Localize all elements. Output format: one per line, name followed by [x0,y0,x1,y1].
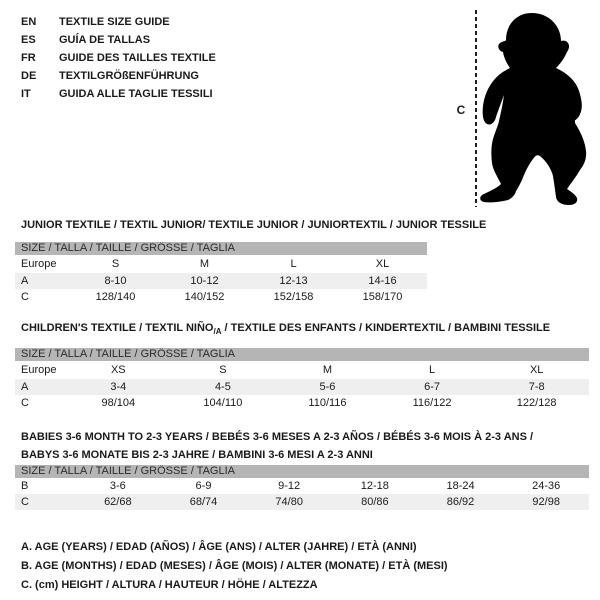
lang-label: GUIDE DES TAILLES TEXTILE [59,52,216,64]
size-value: 3-4 [110,381,127,393]
section-childrens-textile [15,319,589,411]
section-title [21,319,589,338]
size-value: 18-24 [446,480,475,492]
section-title-line [21,216,486,234]
legend-line-b: B. AGE (MONTHS) / EDAD (MESES) / ÂGE (MOIS) / ALTER (MONATE) / ETÀ (MESI) [21,560,448,572]
row-label: Europe [21,364,57,376]
size-value: 74/80 [275,496,303,508]
size-value: 122/128 [516,397,557,409]
row-label: C [21,496,29,508]
size-value: 116/122 [412,397,452,409]
lang-row-de [21,67,216,85]
size-value: 8-10 [104,275,127,287]
row-label: A [21,381,29,393]
legend-line-c: C. (cm) HEIGHT / ALTURA / HAUTEUR / HÖHE / ALTEZZA [21,579,318,591]
size-table-babies [15,465,589,510]
size-value: M [199,258,210,270]
size-value: 98/104 [101,397,136,409]
size-table-children [15,348,589,411]
size-value: 3-6 [109,480,126,492]
size-value: 6-7 [424,381,441,393]
row-label: C [21,397,29,409]
size-row-europe [15,255,427,273]
size-value: 158/170 [362,291,403,303]
size-value: 6-9 [195,480,212,492]
lang-code: FR [21,52,36,64]
size-value: 12-18 [360,480,389,492]
size-value: S [219,364,227,376]
size-value: L [290,258,297,270]
size-table-header: SIZE / TALLA / TAILLE / GRÖSSE / TAGLIA [15,465,589,478]
section-title-line [21,428,589,446]
size-value: 10-12 [190,275,219,287]
size-value: 14-16 [368,275,397,287]
section-title [21,216,486,234]
section-title-line [21,319,589,338]
size-value: L [429,364,436,376]
size-value: M [322,364,333,376]
lang-code: IT [21,88,31,100]
size-value: 24-36 [532,480,561,492]
lang-label: TEXTILE SIZE GUIDE [59,16,170,28]
size-value: 86/92 [446,496,475,508]
height-measure-label: C [456,103,466,117]
size-row-c [15,289,427,305]
row-label: Europe [21,258,57,270]
row-label: B [21,480,29,492]
section-babies-textile [15,428,589,510]
size-value: XL [375,258,390,270]
lang-label: GUIDA ALLE TAGLIE TESSILI [59,88,213,100]
lang-row-es [21,31,216,49]
toddler-silhouette-icon [470,0,600,210]
size-row-c [15,395,589,411]
lang-label: GUÍA DE TALLAS [59,34,151,46]
section-title-text: / TEXTILE DES ENFANTS / KINDERTEXTIL / BAMBINI TESSILE [221,322,551,334]
size-value: 152/158 [273,291,314,303]
lang-code: EN [21,16,37,28]
size-value: 128/140 [95,291,136,303]
size-value: 62/68 [104,496,132,508]
size-value: XS [110,364,126,376]
size-value: S [111,258,120,270]
size-value: 5-6 [319,381,336,393]
size-row-a [15,273,427,289]
lang-row-it [21,85,216,103]
size-value: 110/116 [308,397,347,409]
row-label: C [21,291,29,303]
section-title-text: CHILDREN'S TEXTILE / TEXTIL NIÑO [21,322,214,334]
size-table-header: SIZE / TALLA / TAILLE / GRÖSSE / TAGLIA [15,242,427,255]
lang-code: DE [21,70,37,82]
legend [21,538,448,595]
size-value: 12-13 [279,275,308,287]
size-value: 68/74 [189,496,218,508]
size-value: 80/86 [361,496,389,508]
size-table-header: SIZE / TALLA / TAILLE / GRÖSSE / TAGLIA [15,348,589,361]
section-junior-textile [15,216,486,305]
legend-line-a: A. AGE (YEARS) / EDAD (AÑOS) / ÂGE (ANS) / ALTER (JAHRE) / ETÀ (ANNI) [21,541,417,553]
height-figure [450,0,600,212]
lang-label: TEXTILGRÖßENFÜHRUNG [59,70,199,82]
section-title-text: BABYS 3-6 MONATE BIS 2-3 JAHRE / BAMBINI 3-6 MESI A 2-3 ANNI [21,449,373,461]
size-value: 92/98 [532,496,560,508]
language-list [21,13,216,103]
size-value: 104/110 [203,397,243,409]
section-title [21,428,589,464]
size-value: 9-12 [278,480,301,492]
size-row-b [15,478,589,494]
section-title-text: JUNIOR TEXTILE / TEXTIL JUNIOR/ TEXTILE JUNIOR / JUNIORTEXTIL / JUNIOR TESSILE [21,219,487,231]
size-value: 4-5 [214,381,231,393]
row-label: A [21,275,29,287]
size-row-a [15,379,589,395]
section-title-text: BABIES 3-6 MONTH TO 2-3 YEARS / BEBÉS 3-6 MESES A 2-3 AÑOS / BÉBÉS 3-6 MOIS À 2-3 ANS / [21,431,534,443]
lang-code: ES [21,34,36,46]
size-row-c [15,494,589,510]
section-title-subscript: /A [213,327,222,336]
lang-row-en [21,13,216,31]
size-value: 7-8 [528,381,545,393]
size-table-junior [15,242,427,305]
section-title-line [21,446,589,464]
size-value: XL [529,364,544,376]
lang-row-fr [21,49,216,67]
size-row-europe [15,361,589,379]
size-value: 140/152 [184,291,225,303]
